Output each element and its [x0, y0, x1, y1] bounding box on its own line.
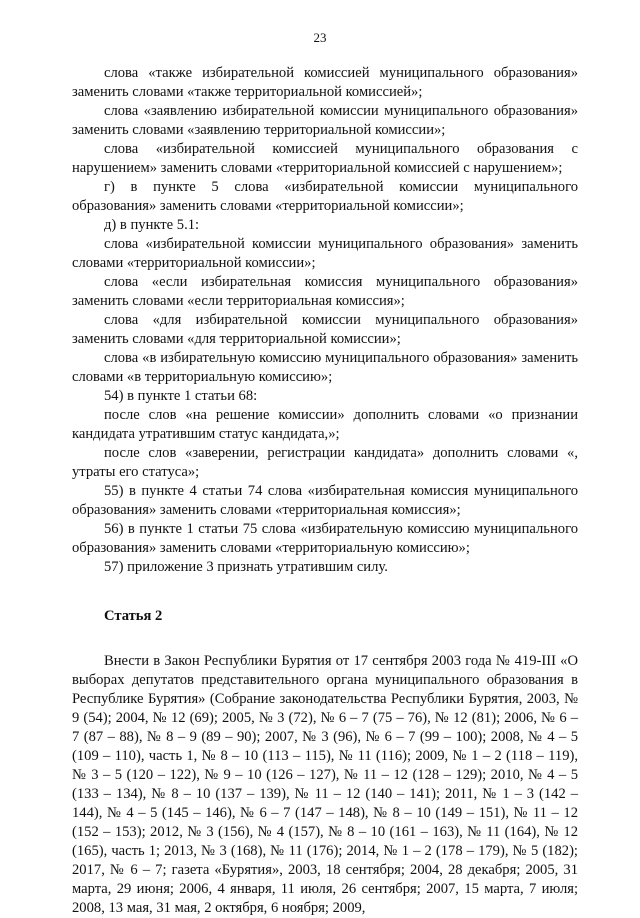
paragraph: после слов «на решение комиссии» дополнить словами «о признании кандидата утратившим статус кандидата,»; — [72, 407, 578, 442]
page-number: 23 — [313, 30, 327, 45]
article-paragraph: Внести в Закон Республики Бурятия от 17 сентября 2003 года № 419-III «О выборах депутатов представительного органа муниципального образования в Республике Бурятия» (Собрание законодательства Республики Бурятия, 2003, № 9 (54); 2004, № 12 (69); 2005, № 3 (72), № 6 – 7 (75 – 76), № 12 (81); 2006, № 6 – 7 (87 – 88), № 8 – 9 (89 – 90); 2007, № 3 (96), № 6 – 7 (99 – 100); 2008, № 4 – 5 (109 – 110), часть 1, № 8 – 10 (113 – 115), № 11 (116); 2009, № 1 – 2 (118 – 119), № 3 – 5 (120 – 122), № 9 – 10 (126 – 127), № 11 – 12 (128 – 129); 2010, № 4 – 5 (133 – 134), № 8 – 10 (137 – 139), № 11 – 12 (140 – 141); 2011, № 1 – 3 (142 – 144), № 4 – 5 (145 – 146), № 6 – 7 (147 – 148), № 8 – 10 (149 – 151), № 11 – 12 (152 – 153); 2012, № 3 (156), № 4 (157), № 8 – 10 (161 – 163), № 11 (164), № 12 (165), часть 1; 2013, № 3 (168), № 11 (176); 2014, № 1 – 2 (178 – 179), № 5 (182); 2017, № 6 – 7; газета «Бурятия», 2003, 18 сентября; 2004, 28 декабря; 2005, 31 марта, 29 июня; 2006, 4 января, 11 июля, 26 сентября; 2007, 15 марта, 7 июля; 2008, 13 мая, 31 мая, 2 октября, 6 ноября; 2009, — [72, 653, 578, 916]
paragraph: слова «для избирательной комиссии муниципального образования» заменить словами «для территориальной комиссии»; — [72, 312, 578, 347]
paragraph: слова «также избирательной комиссией муниципального образования» заменить словами «также территориальной комиссией»; — [72, 65, 578, 100]
paragraph: 55) в пункте 4 статьи 74 слова «избирательная комиссия муниципального образования» заменить словами «территориальная комиссия»; — [72, 483, 578, 518]
paragraph: слова «если избирательная комиссия муниципального образования» заменить словами «если территориальная комиссия»; — [72, 274, 578, 309]
paragraph: слова «заявлению избирательной комиссии муниципального образования» заменить словами «заявлению территориальной комиссии»; — [72, 103, 578, 138]
paragraph: д) в пункте 5.1: — [104, 217, 200, 233]
paragraph: после слов «заверении, регистрации кандидата» дополнить словами «, утраты его статуса»; — [72, 445, 578, 480]
paragraph: 54) в пункте 1 статьи 68: — [104, 388, 258, 404]
document-body — [72, 64, 578, 918]
paragraph: г) в пункте 5 слова «избирательной комиссии муниципального образования» заменить словами «территориальной комиссии»; — [72, 179, 578, 214]
paragraph: слова «избирательной комиссии муниципального образования» заменить словами «территориальной комиссии»; — [72, 236, 578, 271]
paragraph: 56) в пункте 1 статьи 75 слова «избирательную комиссию муниципального образования» заменить словами «территориальную комиссию»; — [72, 521, 578, 556]
paragraph: слова «избирательной комиссией муниципального образования с нарушением» заменить словами «территориальной комиссией с нарушением»; — [72, 141, 578, 176]
article-heading: Статья 2 — [104, 608, 163, 624]
paragraph: слова «в избирательную комиссию муниципального образования» заменить словами «в территориальную комиссию»; — [72, 350, 578, 385]
paragraph: 57) приложение 3 признать утратившим силу. — [104, 559, 388, 575]
